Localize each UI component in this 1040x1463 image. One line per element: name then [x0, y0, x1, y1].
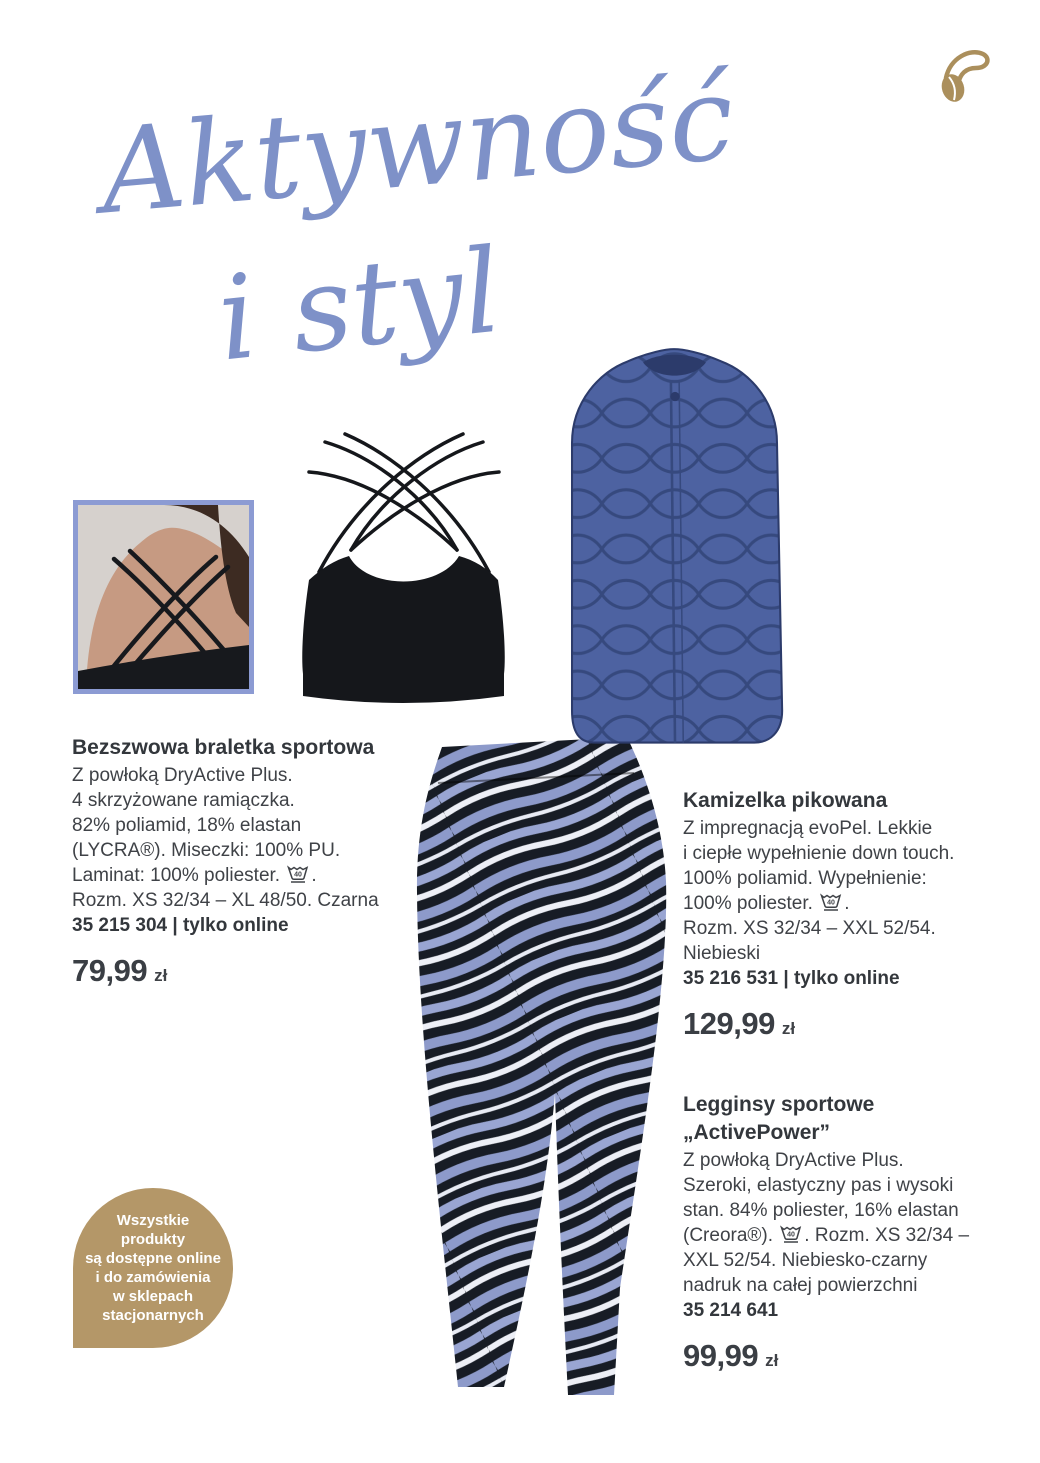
page-title-line2: i styl [211, 223, 507, 388]
wash-40-icon [780, 1224, 802, 1243]
svg-text:40: 40 [787, 1231, 796, 1239]
black-sports-bra-photo [287, 420, 520, 706]
product-sku: 35 214 641 [683, 1300, 779, 1321]
back-view-crossed-straps-photo [73, 500, 254, 694]
badge-line: w sklepach [112, 1288, 194, 1305]
product-desc-line: (Creora®). 40 . Rozm. XS 32/34 – [683, 1225, 970, 1246]
wash-40-icon [820, 892, 842, 911]
product-desc-line: 100% poliester. 40 . [683, 893, 850, 914]
product-desc-line: nadruk na całej powierzchni [683, 1275, 918, 1296]
product-desc-line: 82% poliamid, 18% elastan [72, 815, 302, 836]
blue-quilted-vest-photo [552, 345, 797, 757]
product-braletka [72, 735, 422, 989]
svg-text:40: 40 [827, 899, 836, 907]
badge-line: są dostępne online [85, 1250, 221, 1267]
badge-line: Wszystkie [116, 1212, 190, 1229]
product-desc-line: Z powłoką DryActive Plus. [72, 765, 293, 786]
product-desc-line: stan. 84% poliester, 16% elastan [683, 1200, 959, 1221]
product-sku: 35 215 304 | tylko online [72, 915, 289, 936]
product-price: 99,99 zł [683, 1338, 779, 1373]
product-name-line2: „ActivePower” [683, 1121, 831, 1144]
product-name: Legginsy sportowe [683, 1093, 875, 1116]
wash-40-icon [287, 864, 309, 883]
badge-line: stacjonarnych [102, 1307, 204, 1324]
product-desc-line: Szeroki, elastyczny pas i wysoki [683, 1175, 954, 1196]
product-name: Bezszwowa braletka sportowa [72, 736, 375, 759]
product-desc-line: Z powłoką DryActive Plus. [683, 1150, 904, 1171]
product-desc-line: 100% poliamid. Wypełnienie: [683, 868, 927, 889]
zebra-print-leggings-photo [412, 733, 680, 1405]
product-desc-line: i ciepłe wypełnienie down touch. [683, 843, 955, 864]
tchibo-script-t-logo [936, 44, 992, 106]
product-kamizelka [683, 788, 1003, 1042]
badge-line: i do zamówienia [95, 1269, 211, 1286]
product-desc-line: Niebieski [683, 943, 761, 964]
product-desc-line: Z impregnacją evoPel. Lekkie [683, 818, 933, 839]
product-desc-line: XXL 52/54. Niebiesko-czarny [683, 1250, 928, 1271]
product-desc-line: (LYCRA®). Miseczki: 100% PU. [72, 840, 341, 861]
product-desc-line: Rozm. XS 32/34 – XXL 52/54. [683, 918, 936, 939]
product-desc-line: Rozm. XS 32/34 – XL 48/50. Czarna [72, 890, 379, 911]
product-name: Kamizelka pikowana [683, 789, 888, 812]
product-desc-line: Laminat: 100% poliester. 40 . [72, 865, 317, 886]
availability-badge [73, 1188, 233, 1348]
page-title-line1: Aktywność [95, 50, 740, 241]
product-sku: 35 216 531 | tylko online [683, 968, 900, 989]
product-legginsy [683, 1092, 1013, 1374]
product-desc-line: 4 skrzyżowane ramiączka. [72, 790, 295, 811]
badge-line: produkty [120, 1231, 186, 1248]
product-price: 79,99 zł [72, 953, 168, 988]
svg-text:40: 40 [294, 871, 303, 879]
product-price: 129,99 zł [683, 1006, 796, 1041]
